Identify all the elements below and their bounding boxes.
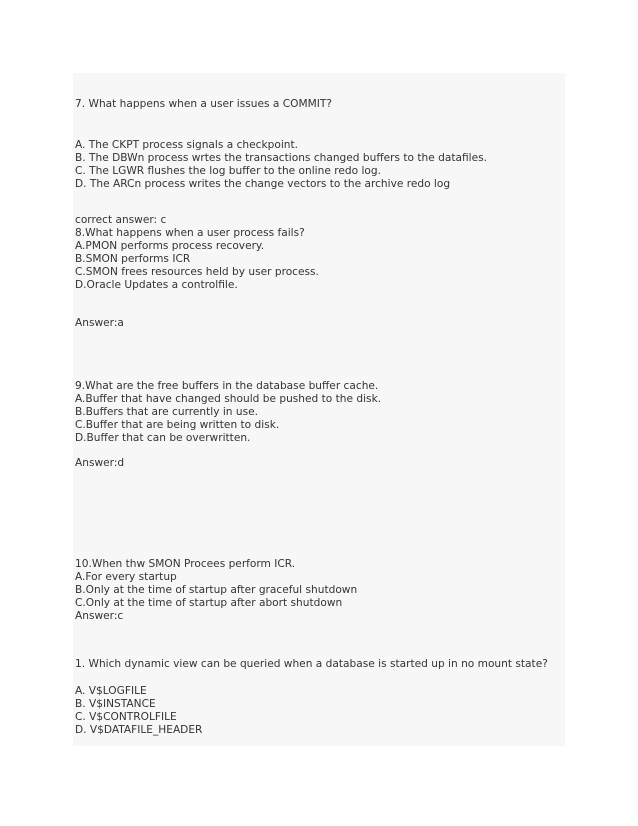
question-9-text: 9.What are the free buffers in the database buffer cache. [75,380,379,392]
question-10-option-b: B.Only at the time of startup after graceful shutdown [75,584,358,596]
question-8-option-d: D.Oracle Updates a controlfile. [75,279,238,291]
question-7-option-a: A. The CKPT process signals a checkpoint. [75,139,298,151]
question-8-option-c: C.SMON frees resources held by user process. [75,266,319,278]
question-7-text: 7. What happens when a user issues a COMMIT? [75,98,332,110]
question-10-text: 10.When thw SMON Procees perform ICR. [75,558,296,570]
question-1-option-c: C. V$CONTROLFILE [75,711,177,723]
question-10-option-a: A.For every startup [75,571,177,583]
question-8-option-b: B.SMON performs ICR [75,253,191,265]
question-9-option-b: B.Buffers that are currently in use. [75,406,258,418]
question-7-option-d: D. The ARCn process writes the change vectors to the archive redo log [75,178,451,190]
question-9-option-a: A.Buffer that have changed should be pushed to the disk. [75,393,382,405]
question-10-option-c: C.Only at the time of startup after abort shutdown [75,597,343,609]
question-7-option-c: C. The LGWR flushes the log buffer to the online redo log. [75,165,381,177]
question-1-text: 1. Which dynamic view can be queried when a database is started up in no mount state? [75,658,548,670]
question-9-answer: Answer:d [75,457,125,469]
question-9-option-d: D.Buffer that can be overwritten. [75,432,251,444]
question-1-option-a: A. V$LOGFILE [75,685,147,697]
question-8-option-a: A.PMON performs process recovery. [75,240,265,252]
question-7-answer: correct answer: c [75,214,167,226]
question-10-answer: Answer:c [75,610,124,622]
question-8-text: 8.What happens when a user process fails? [75,227,305,239]
question-1-option-b: B. V$INSTANCE [75,698,156,710]
question-8-answer: Answer:a [75,317,124,329]
question-9-option-c: C.Buffer that are being written to disk. [75,419,280,431]
question-1-option-d: D. V$DATAFILE_HEADER [75,724,203,736]
question-7-option-b: B. The DBWn process wrtes the transactions changed buffers to the datafiles. [75,152,488,164]
